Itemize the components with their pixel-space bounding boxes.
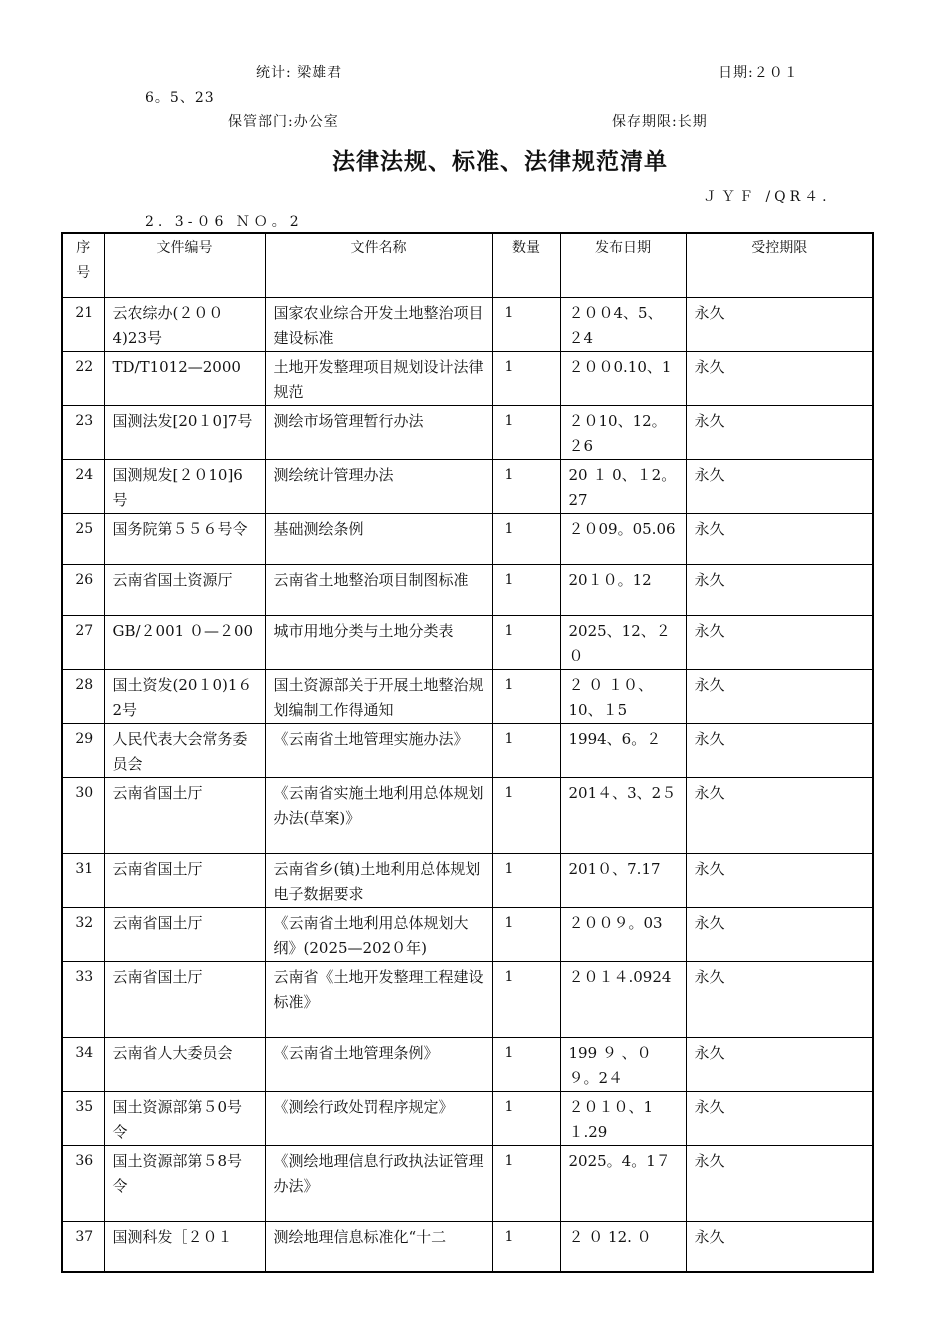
cell-code: 云南省国土厅 (104, 777, 265, 853)
table-row (62, 513, 873, 564)
cell-seq: 32 (62, 907, 104, 961)
cell-seq: 21 (62, 297, 104, 351)
cell-qty: 1 (492, 1091, 560, 1145)
table-row (62, 405, 873, 459)
cell-date: ２０１４.0924 (560, 961, 686, 1037)
cell-name: 测绘市场管理暂行办法 (265, 405, 492, 459)
cell-name: 《云南省土地利用总体规划大纲》(2025—202０年) (265, 907, 492, 961)
cell-term: 永久 (686, 1145, 873, 1221)
cell-term: 永久 (686, 777, 873, 853)
col-header-seq: 序号 (62, 233, 104, 297)
cell-name: 测绘地理信息标准化“十二 (265, 1221, 492, 1272)
cell-date: ２ ０ 12. ０ (560, 1221, 686, 1272)
cell-code: 云南省国土厅 (104, 907, 265, 961)
cell-date: 201０、7.17 (560, 853, 686, 907)
table-row (62, 1221, 873, 1272)
cell-name: 测绘统计管理办法 (265, 459, 492, 513)
cell-term: 永久 (686, 459, 873, 513)
col-header-name: 文件名称 (265, 233, 492, 297)
cell-name: 《云南省土地管理条例》 (265, 1037, 492, 1091)
table-row (62, 615, 873, 669)
cell-qty: 1 (492, 459, 560, 513)
cell-date: ２００4、5、２4 (560, 297, 686, 351)
date-label: 日期:２０１ (718, 65, 799, 81)
cell-code: 云南省人大委员会 (104, 1037, 265, 1091)
cell-qty: 1 (492, 513, 560, 564)
cell-code: 国测科发［２０１ (104, 1221, 265, 1272)
cell-name: 国家农业综合开发土地整治项目建设标准 (265, 297, 492, 351)
cell-date: 20１０。12 (560, 564, 686, 615)
cell-code: 云南省国土资源厅 (104, 564, 265, 615)
col-header-term: 受控期限 (686, 233, 873, 297)
cell-code: GB/２001 ０—２00 (104, 615, 265, 669)
cell-date: 1994、6。２ (560, 723, 686, 777)
cell-term: 永久 (686, 615, 873, 669)
custody-department: 保管部门:办公室 (228, 114, 339, 130)
cell-qty: 1 (492, 1221, 560, 1272)
cell-code: 人民代表大会常务委员会 (104, 723, 265, 777)
cell-qty: 1 (492, 351, 560, 405)
cell-seq: 26 (62, 564, 104, 615)
cell-term: 永久 (686, 564, 873, 615)
cell-qty: 1 (492, 853, 560, 907)
cell-term: 永久 (686, 1221, 873, 1272)
cell-date: 20 １ 0、１2。27 (560, 459, 686, 513)
cell-qty: 1 (492, 777, 560, 853)
retention-period: 保存期限:长期 (612, 114, 708, 130)
cell-seq: 28 (62, 669, 104, 723)
table-row (62, 1037, 873, 1091)
col-header-qty: 数量 (492, 233, 560, 297)
cell-date: ２００0.10、1 (560, 351, 686, 405)
cell-term: 永久 (686, 405, 873, 459)
cell-date: ２０10、12。２6 (560, 405, 686, 459)
cell-qty: 1 (492, 1145, 560, 1221)
cell-date: ２００９。03 (560, 907, 686, 961)
cell-seq: 27 (62, 615, 104, 669)
cell-name: 云南省《土地开发整理工程建设标准》 (265, 961, 492, 1037)
table-row (62, 723, 873, 777)
cell-code: 国土资源部第５8号令 (104, 1145, 265, 1221)
cell-name: 国土资源部关于开展土地整治规划编制工作得通知 (265, 669, 492, 723)
cell-name: 土地开发整理项目规划设计法律规范 (265, 351, 492, 405)
cell-seq: 37 (62, 1221, 104, 1272)
cell-name: 《云南省土地管理实施办法》 (265, 723, 492, 777)
cell-qty: 1 (492, 564, 560, 615)
cell-term: 永久 (686, 669, 873, 723)
cell-term: 永久 (686, 513, 873, 564)
cell-term: 永久 (686, 961, 873, 1037)
cell-seq: 35 (62, 1091, 104, 1145)
table-row (62, 777, 873, 853)
cell-qty: 1 (492, 297, 560, 351)
cell-date: 2025。4。1７ (560, 1145, 686, 1221)
cell-term: 永久 (686, 1091, 873, 1145)
table-row (62, 1091, 873, 1145)
date-continued: 6。5、23 (145, 90, 215, 106)
cell-qty: 1 (492, 723, 560, 777)
table-row (62, 459, 873, 513)
cell-date: 199 ９ 、０９。2４ (560, 1037, 686, 1091)
cell-code: 云南省国土厅 (104, 853, 265, 907)
cell-code: 云农综办(２００4)23号 (104, 297, 265, 351)
table-row (62, 1145, 873, 1221)
cell-code: TD/T1012—2000 (104, 351, 265, 405)
cell-date: 2025、12、２０ (560, 615, 686, 669)
cell-seq: 24 (62, 459, 104, 513)
cell-date: ２０09。05.06 (560, 513, 686, 564)
cell-qty: 1 (492, 961, 560, 1037)
cell-qty: 1 (492, 1037, 560, 1091)
statistician: 统计: 梁雄君 (256, 65, 343, 81)
cell-seq: 33 (62, 961, 104, 1037)
cell-qty: 1 (492, 669, 560, 723)
cell-name: 《测绘行政处罚程序规定》 (265, 1091, 492, 1145)
table-row (62, 669, 873, 723)
cell-seq: 30 (62, 777, 104, 853)
cell-date: ２ ０ １０、10、１5 (560, 669, 686, 723)
cell-code: 国务院第５５６号令 (104, 513, 265, 564)
table-row (62, 853, 873, 907)
document-code: ＪＹＦ /QR４. (703, 189, 831, 205)
cell-code: 国土资源部第５0号令 (104, 1091, 265, 1145)
cell-name: 云南省乡(镇)土地利用总体规划电子数据要求 (265, 853, 492, 907)
cell-date: 201４、3、2５ (560, 777, 686, 853)
cell-seq: 36 (62, 1145, 104, 1221)
cell-seq: 23 (62, 405, 104, 459)
cell-qty: 1 (492, 405, 560, 459)
cell-name: 《测绘地理信息行政执法证管理办法》 (265, 1145, 492, 1221)
col-header-date: 发布日期 (560, 233, 686, 297)
page-title: 法律法规、标准、法律规范清单 (332, 148, 668, 175)
cell-term: 永久 (686, 853, 873, 907)
table-row (62, 961, 873, 1037)
cell-seq: 22 (62, 351, 104, 405)
cell-name: 基础测绘条例 (265, 513, 492, 564)
cell-seq: 29 (62, 723, 104, 777)
cell-date: ２０１０、1１.29 (560, 1091, 686, 1145)
cell-term: 永久 (686, 1037, 873, 1091)
cell-qty: 1 (492, 615, 560, 669)
cell-term: 永久 (686, 907, 873, 961)
cell-qty: 1 (492, 907, 560, 961)
cell-seq: 31 (62, 853, 104, 907)
col-header-code: 文件编号 (104, 233, 265, 297)
cell-code: 国测法发[20１0]7号 (104, 405, 265, 459)
cell-name: 城市用地分类与土地分类表 (265, 615, 492, 669)
table-header-row (62, 233, 873, 297)
cell-seq: 25 (62, 513, 104, 564)
table-row (62, 351, 873, 405)
cell-seq: 34 (62, 1037, 104, 1091)
cell-name: 《云南省实施土地利用总体规划办法(草案)》 (265, 777, 492, 853)
regulations-table (61, 232, 874, 1273)
cell-code: 国测规发[２０10]6号 (104, 459, 265, 513)
cell-code: 国土资发(20１0)1６2号 (104, 669, 265, 723)
cell-code: 云南省国土厅 (104, 961, 265, 1037)
table-row (62, 564, 873, 615)
cell-term: 永久 (686, 723, 873, 777)
cell-term: 永久 (686, 297, 873, 351)
document-code-continued: 2. 3-０6 ＮＯ。2 (145, 214, 303, 230)
table-row (62, 907, 873, 961)
cell-term: 永久 (686, 351, 873, 405)
cell-name: 云南省土地整治项目制图标准 (265, 564, 492, 615)
table-row (62, 297, 873, 351)
